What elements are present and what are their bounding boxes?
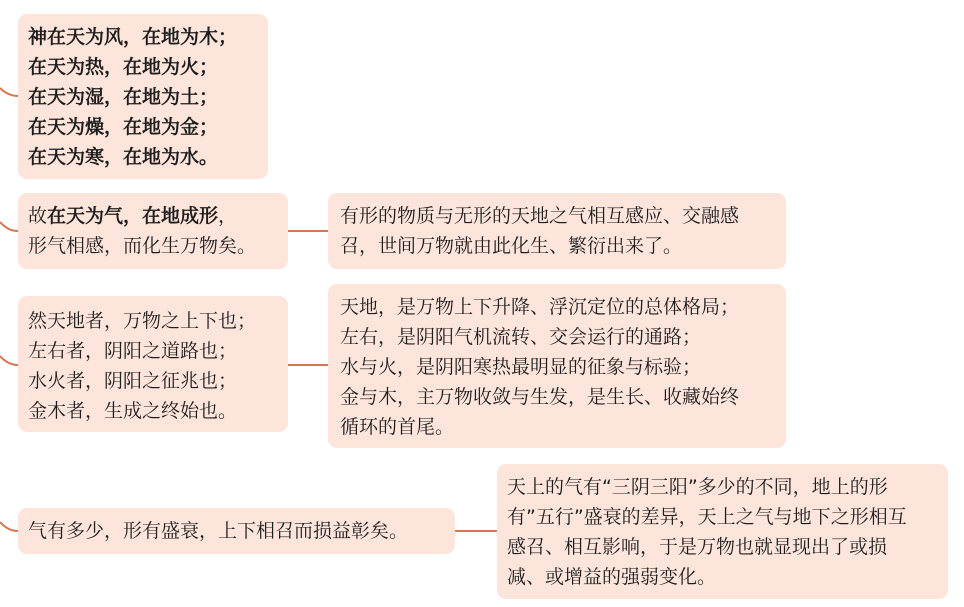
node-line: 金与木，主万物收敛与生发，是生长、收藏始终 — [340, 386, 740, 408]
node-line: 循环的首尾。 — [340, 416, 455, 438]
node-heaven-earth-yinyang-explanation[interactable] — [328, 284, 786, 448]
connector-branch-3 — [0, 356, 18, 365]
node-line: 左右，是阴阳气机流转、交会运行的通路； — [340, 326, 702, 348]
connector-branch-2 — [0, 222, 18, 231]
node-line: 有形的物质与无形的天地之气相互感应、交融感 — [340, 205, 740, 227]
node-line: 天地，是万物上下升降、浮沉定位的总体格局； — [340, 296, 740, 318]
node-text-bold: 在天为气，在地成形 — [47, 205, 219, 227]
node-line: 在天为燥，在地为金； — [28, 116, 219, 138]
node-text-suffix: ， — [218, 205, 238, 227]
node-qi-form-increase-decrease-explanation[interactable] — [497, 464, 948, 599]
node-line: 天上的气有“三阴三阳”多少的不同，地上的形 — [507, 476, 888, 498]
node-line: 气有多少，形有盛衰，上下相召而损益彰矣。 — [28, 520, 409, 542]
node-line: 在天为热，在地为火； — [28, 56, 219, 78]
node-line: 减、或增益的强弱变化。 — [507, 566, 717, 588]
node-line: 金木者，生成之终始也。 — [28, 400, 238, 422]
node-line: 神在天为风，在地为木； — [28, 26, 238, 48]
node-text-prefix: 故 — [28, 205, 48, 227]
node-line: 然天地者，万物之上下也； — [28, 310, 257, 332]
connector-branch-4 — [0, 522, 18, 531]
node-wind-heat-damp-dry-cold[interactable] — [18, 14, 268, 179]
node-line: 水火者，阴阳之征兆也； — [28, 370, 238, 392]
connector-branch-1 — [0, 88, 18, 96]
node-qi-and-form[interactable] — [18, 193, 288, 269]
node-line: 水与火，是阴阳寒热最明显的征象与标验； — [340, 356, 702, 378]
node-line: 有”五行”盛衰的差异，天上之气与地下之形相互 — [507, 506, 907, 528]
node-line: 感召、相互影响，于是万物也就显现出了或损 — [507, 536, 888, 558]
node-line: 召，世间万物就由此化生、繁衍出来了。 — [340, 235, 683, 257]
node-heaven-earth-yinyang[interactable] — [18, 296, 288, 432]
node-line: 形气相感，而化生万物矣。 — [28, 235, 257, 257]
node-qi-and-form-explanation[interactable] — [328, 193, 786, 269]
node-qi-form-increase-decrease[interactable] — [18, 508, 455, 554]
node-line: 左右者，阴阳之道路也； — [28, 340, 238, 362]
node-line — [28, 201, 278, 231]
node-line: 在天为寒，在地为水。 — [28, 146, 219, 168]
node-line: 在天为湿，在地为土； — [28, 86, 219, 108]
